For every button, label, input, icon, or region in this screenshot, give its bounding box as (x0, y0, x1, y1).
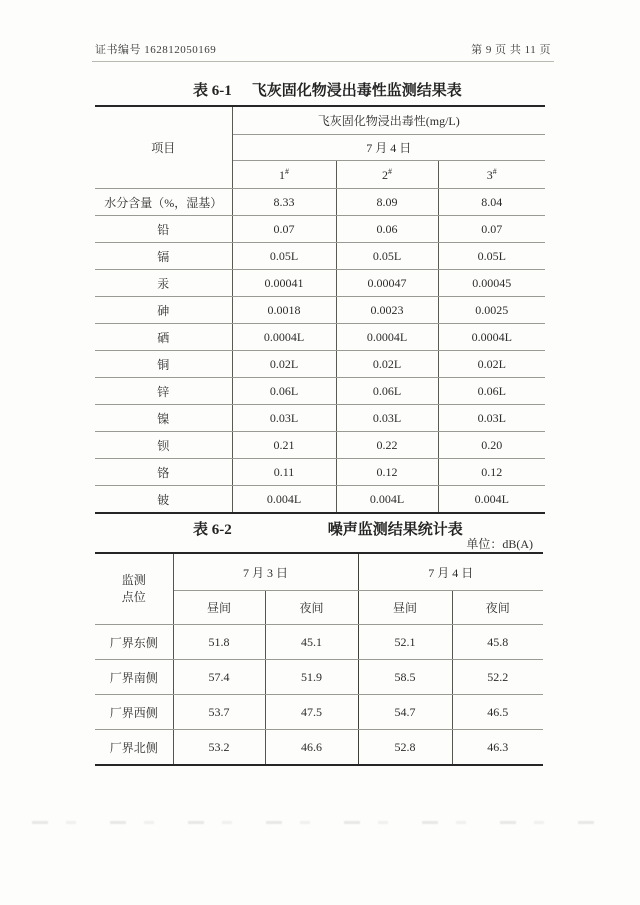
table-row (95, 432, 545, 459)
period-header: 夜间 (265, 591, 358, 625)
period-header: 昼间 (358, 591, 452, 625)
row-label: 厂界东侧 (95, 625, 173, 660)
value-cell: 0.06L (232, 378, 336, 405)
table1-date-header: 7 月 4 日 (232, 135, 545, 161)
table2-point-header (95, 553, 173, 625)
table1-item-header: 项目 (95, 106, 232, 189)
value-cell: 0.0023 (336, 297, 438, 324)
value-cell: 0.11 (232, 459, 336, 486)
table-row (95, 459, 545, 486)
value-cell: 0.004L (336, 486, 438, 514)
value-cell: 0.05L (438, 243, 545, 270)
table2-header-date-row (95, 553, 543, 591)
period-header: 夜间 (452, 591, 543, 625)
value-cell: 0.05L (232, 243, 336, 270)
row-label: 硒 (95, 324, 232, 351)
value-cell: 0.02L (232, 351, 336, 378)
table1-sample-header (232, 161, 336, 189)
table1-header-group-row (95, 106, 545, 135)
value-cell: 0.0025 (438, 297, 545, 324)
sample-sup: # (492, 166, 497, 176)
table1-caption (95, 79, 545, 100)
value-cell: 8.09 (336, 189, 438, 216)
value-cell: 0.06L (438, 378, 545, 405)
scan-bleedthrough-artifact (32, 821, 612, 824)
value-cell: 45.1 (265, 625, 358, 660)
table2-caption-label: 表 6-2 (193, 522, 232, 538)
running-header (95, 41, 551, 57)
table-row (95, 270, 545, 297)
table1-caption-title: 飞灰固化物浸出毒性监测结果表 (251, 83, 462, 99)
table1-sample-header (336, 161, 438, 189)
value-cell: 0.03L (232, 405, 336, 432)
unit-note: 单位：dB(A) (466, 537, 533, 551)
table-row (95, 351, 545, 378)
value-cell: 0.20 (438, 432, 545, 459)
value-cell: 0.004L (232, 486, 336, 514)
value-cell: 47.5 (265, 695, 358, 730)
table-row (95, 378, 545, 405)
value-cell: 0.12 (336, 459, 438, 486)
sample-number: 1 (279, 167, 285, 182)
table1-group-header: 飞灰固化物浸出毒性(mg/L) (232, 106, 545, 135)
row-label: 锌 (95, 378, 232, 405)
table2-date-header: 7 月 3 日 (173, 553, 358, 591)
value-cell: 0.03L (336, 405, 438, 432)
table-row (95, 243, 545, 270)
row-label: 镍 (95, 405, 232, 432)
table1-caption-label: 表 6-1 (193, 83, 232, 99)
value-cell: 0.07 (232, 216, 336, 243)
value-cell: 0.12 (438, 459, 545, 486)
value-cell: 45.8 (452, 625, 543, 660)
row-label: 铍 (95, 486, 232, 514)
sample-number: 3 (486, 167, 493, 182)
row-label: 厂界西侧 (95, 695, 173, 730)
table-row (95, 660, 543, 695)
certificate-number: 证书编号 162812050169 (95, 44, 217, 56)
point-header-line1: 监测 (121, 572, 146, 587)
row-label: 钡 (95, 432, 232, 459)
value-cell: 58.5 (358, 660, 452, 695)
value-cell: 52.1 (358, 625, 452, 660)
value-cell: 0.22 (336, 432, 438, 459)
table-row (95, 730, 543, 766)
value-cell: 54.7 (358, 695, 452, 730)
value-cell: 8.04 (438, 189, 545, 216)
row-label: 镉 (95, 243, 232, 270)
value-cell: 51.8 (173, 625, 265, 660)
value-cell: 0.02L (438, 351, 545, 378)
sample-number: 2 (382, 167, 388, 182)
table-row (95, 625, 543, 660)
sample-sup: # (285, 166, 289, 176)
sample-sup: # (388, 166, 392, 176)
value-cell: 53.7 (173, 695, 265, 730)
value-cell: 0.03L (438, 405, 545, 432)
header-divider (92, 61, 554, 62)
value-cell: 0.06L (336, 378, 438, 405)
value-cell: 0.00047 (336, 270, 438, 297)
table-6-2 (95, 552, 543, 766)
value-cell: 46.6 (265, 730, 358, 766)
row-label: 水分含量（%，湿基） (95, 189, 232, 216)
value-cell: 46.3 (452, 730, 543, 766)
value-cell: 0.05L (336, 243, 438, 270)
value-cell: 0.00041 (232, 270, 336, 297)
value-cell: 0.0004L (438, 324, 545, 351)
row-label: 铅 (95, 216, 232, 243)
table-row (95, 405, 545, 432)
row-label: 厂界南侧 (95, 660, 173, 695)
value-cell: 8.33 (232, 189, 336, 216)
table-row (95, 297, 545, 324)
value-cell: 0.0018 (232, 297, 336, 324)
value-cell: 53.2 (173, 730, 265, 766)
value-cell: 0.07 (438, 216, 545, 243)
table-row (95, 486, 545, 514)
value-cell: 57.4 (173, 660, 265, 695)
page-number: 第 9 页 共 11 页 (471, 44, 551, 56)
value-cell: 0.0004L (336, 324, 438, 351)
value-cell: 0.00045 (438, 270, 545, 297)
value-cell: 0.02L (336, 351, 438, 378)
row-label: 铜 (95, 351, 232, 378)
table-row (95, 189, 545, 216)
row-label: 厂界北侧 (95, 730, 173, 766)
point-header-line2: 点位 (121, 590, 146, 604)
row-label: 砷 (95, 297, 232, 324)
value-cell: 52.8 (358, 730, 452, 766)
value-cell: 46.5 (452, 695, 543, 730)
period-header: 昼间 (173, 591, 265, 625)
table-6-1 (95, 105, 545, 514)
value-cell: 0.004L (438, 486, 545, 514)
table-row (95, 695, 543, 730)
value-cell: 0.06 (336, 216, 438, 243)
table2-caption-title: 噪声监测结果统计表 (327, 522, 463, 538)
value-cell: 0.0004L (232, 324, 336, 351)
table-row (95, 216, 545, 243)
value-cell: 0.21 (232, 432, 336, 459)
row-label: 汞 (95, 270, 232, 297)
table-row (95, 324, 545, 351)
table2-date-header: 7 月 4 日 (358, 553, 543, 591)
table1-sample-header (438, 161, 545, 189)
row-label: 铬 (95, 459, 232, 486)
value-cell: 52.2 (452, 660, 543, 695)
value-cell: 51.9 (265, 660, 358, 695)
